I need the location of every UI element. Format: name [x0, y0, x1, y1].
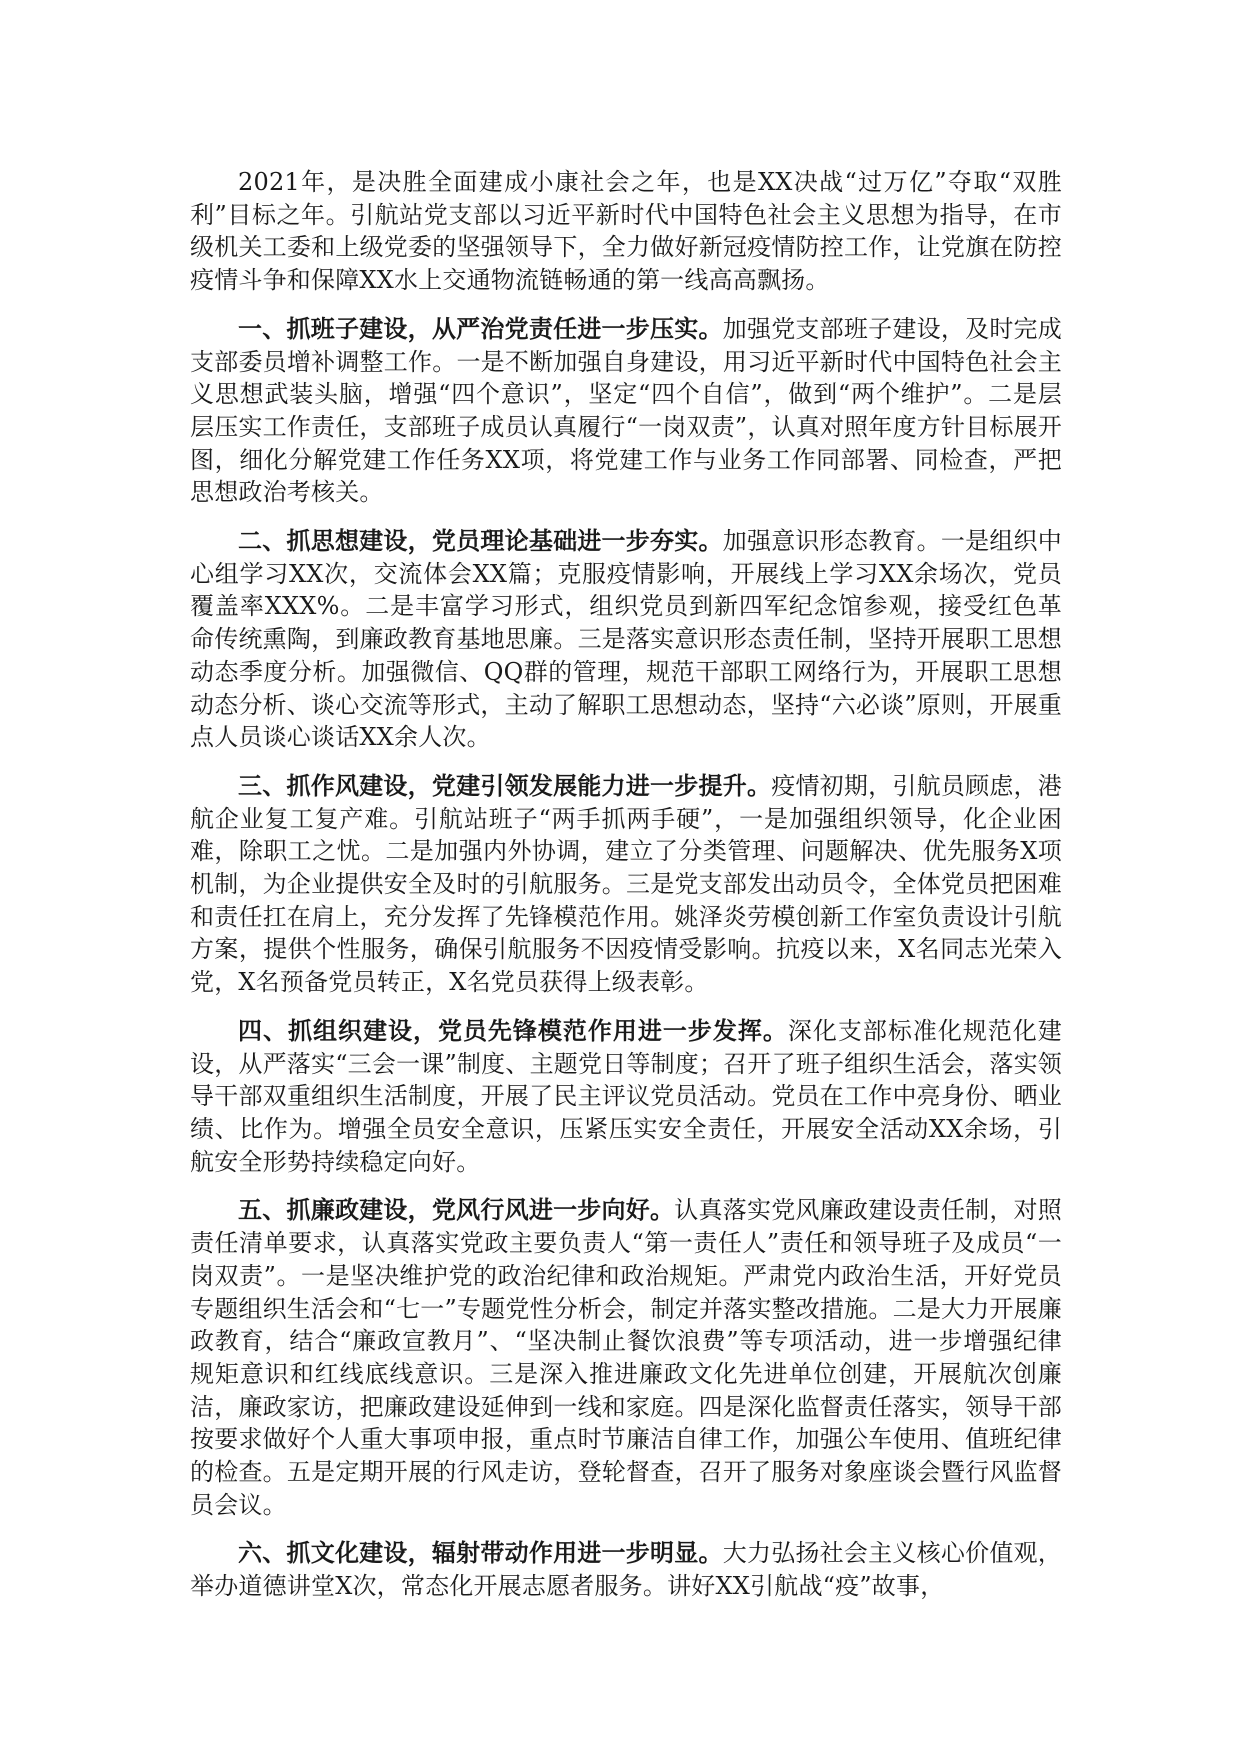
- intro-paragraph: [190, 166, 1062, 297]
- section-body-2: 加强意识形态教育。一是组织中心组学习XX次，交流体会XX篇；克服疫情影响，开展线上学习XX余场次，党员覆盖率XXX%。二是丰富学习形式，组织党员到新四军纪念馆参观，接受红色革命传统熏陶，到廉政教育基地思廉。三是落实意识形态责任制，坚持开展职工思想动态季度分析。加强微信、QQ群的管理，规范干部职工网络行为，开展职工思想动态分析、谈心交流等形式，主动了解职工思想动态，坚持“六必谈”原则，开展重点人员谈心谈话XX余人次。: [190, 527, 1062, 752]
- section-body-5: 认真落实党风廉政建设责任制，对照责任清单要求，认真落实党政主要负责人“第一责任人”责任和领导班子及成员“一岗双责”。一是坚决维护党的政治纪律和政治规矩。严肃党内政治生活，开好党员专题组织生活会和“七一”专题党性分析会，制定并落实整改措施。二是大力开展廉政教育，结合“廉政宣教月”、“坚决制止餐饮浪费”等专项活动，进一步增强纪律规矩意识和红线底线意识。三是深入推进廉政文化先进单位创建，开展航次创廉洁，廉政家访，把廉政建设延伸到一线和家庭。四是深化监督责任落实，领导干部按要求做好个人重大事项申报，重点时节廉洁自律工作，加强公车使用、值班纪律的检查。五是定期开展的行风走访，登轮督查，召开了服务对象座谈会暨行风监督员会议。: [190, 1196, 1062, 1519]
- intro-text: 2021年，是决胜全面建成小康社会之年，也是XX决战“过万亿”夺取“双胜利”目标之年。引航站党支部以习近平新时代中国特色社会主义思想为指导，在市级机关工委和上级党委的坚强领导下，全力做好新冠疫情防控工作，让党旗在防控疫情斗争和保障XX水上交通物流链畅通的第一线高高飘扬。: [190, 168, 1062, 295]
- section-paragraph-1: [190, 313, 1062, 509]
- section-body-1: 加强党支部班子建设，及时完成支部委员增补调整工作。一是不断加强自身建设，用习近平新时代中国特色社会主义思想武装头脑，增强“四个意识”，坚定“四个自信”，做到“两个维护”。二是层层压实工作责任，支部班子成员认真履行“一岗双责”，认真对照年度方针目标展开图，细化分解党建工作任务XX项，将党建工作与业务工作同部署、同检查，严把思想政治考核关。: [190, 314, 1062, 507]
- section-paragraph-2: [190, 525, 1062, 754]
- section-paragraph-6: [190, 1537, 1062, 1602]
- section-body-6: 大力弘扬社会主义核心价值观，举办道德讲堂X次，常态化开展志愿者服务。讲好XX引航战“疫”故事，: [190, 1539, 1062, 1601]
- section-paragraph-5: [190, 1194, 1062, 1521]
- section-paragraph-4: [190, 1015, 1062, 1179]
- document-body: [190, 166, 1062, 1619]
- section-body-3: 疫情初期，引航员顾虑，港航企业复工复产难。引航站班子“两手抓两手硬”，一是加强组织领导，化企业困难，除职工之忧。二是加强内外协调，建立了分类管理、问题解决、优先服务X项机制，为企业提供安全及时的引航服务。三是党支部发出动员令，全体党员把困难和责任扛在肩上，充分发挥了先锋模范作用。姚泽炎劳模创新工作室负责设计引航方案，提供个性服务，确保引航服务不因疫情受影响。抗疫以来，X名同志光荣入党，X名预备党员转正，X名党员获得上级表彰。: [190, 771, 1062, 997]
- section-heading-4: 四、抓组织建设，党员先锋模范作用进一步发挥。: [238, 1015, 788, 1045]
- section-heading-6: 六、抓文化建设，辐射带动作用进一步明显。: [238, 1538, 723, 1568]
- section-heading-5: 五、抓廉政建设，党风行风进一步向好。: [238, 1195, 675, 1225]
- section-heading-1: 一、抓班子建设，从严治党责任进一步压实。: [238, 313, 723, 343]
- section-heading-3: 三、抓作风建设，党建引领发展能力进一步提升。: [238, 770, 772, 800]
- section-body-4: 深化支部标准化规范化建设，从严落实“三会一课”制度、主题党日等制度；召开了班子组织生活会，落实领导干部双重组织生活制度，开展了民主评议党员活动。党员在工作中亮身份、晒业绩、比作为。增强全员安全意识，压紧压实安全责任，开展安全活动XX余场，引航安全形势持续稳定向好。: [190, 1016, 1062, 1176]
- section-heading-2: 二、抓思想建设，党员理论基础进一步夯实。: [238, 526, 723, 556]
- section-paragraph-3: [190, 770, 1062, 999]
